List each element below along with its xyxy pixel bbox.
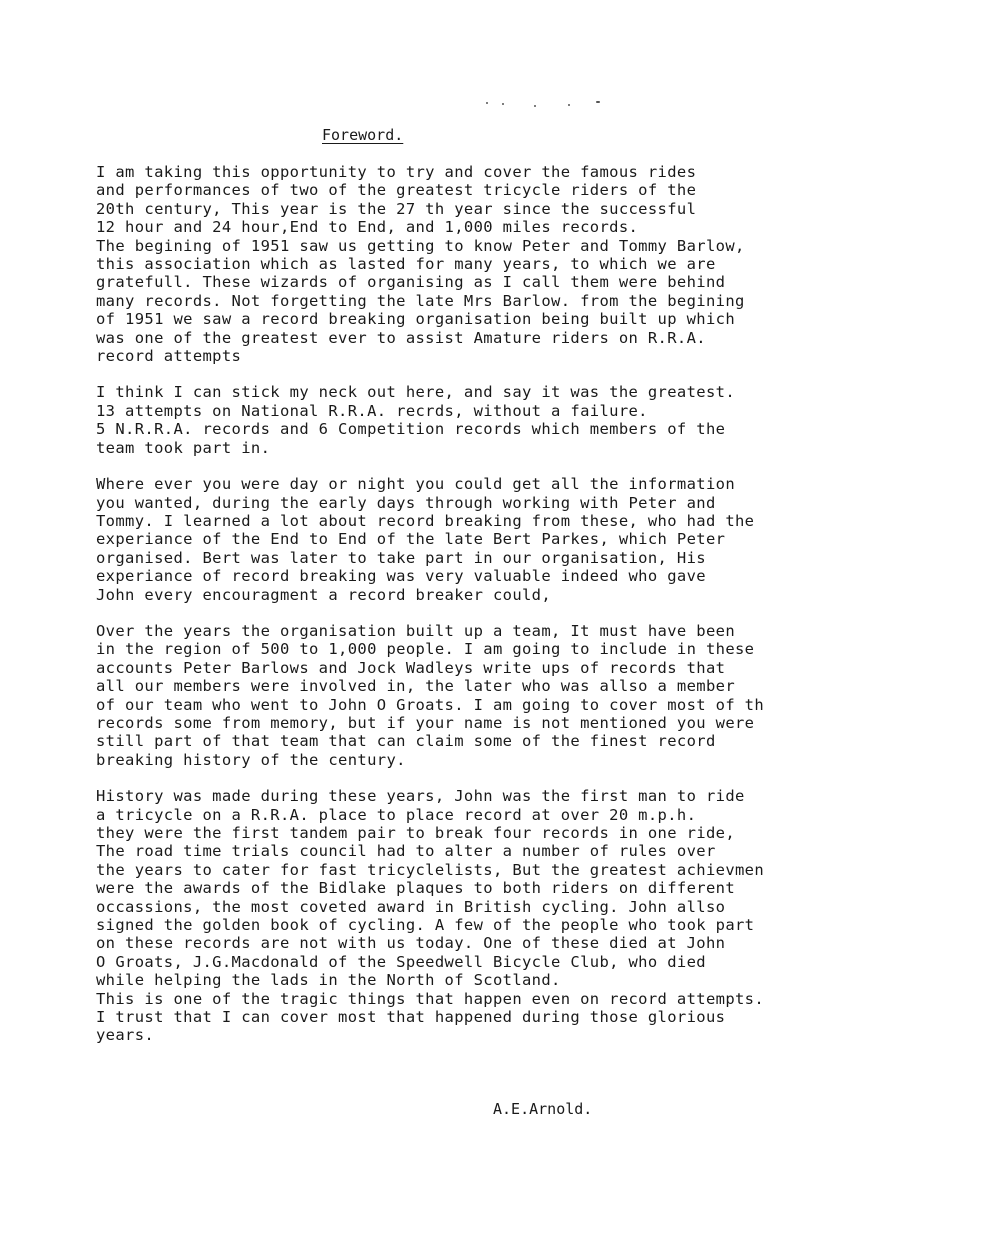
text-line: I think I can stick my neck out here, and say it was the greatest.: [96, 383, 735, 402]
text-line: experiance of the End to End of the late Bert Parkes, which Peter: [96, 530, 726, 549]
text-line: records some from memory, but if your name is not mentioned you were: [96, 713, 755, 732]
text-line: many records. Not forgetting the late Mrs Barlow. from the begining: [96, 291, 745, 310]
scan-speck: [568, 104, 570, 106]
text-line: of 1951 we saw a record breaking organisation being built up which: [96, 310, 735, 329]
text-line: Over the years the organisation built up a team, It must have been: [96, 621, 735, 640]
text-line: you wanted, during the early days through working with Peter and: [96, 493, 716, 512]
text-line: a tricycle on a R.R.A. place to place record at over 20 m.p.h.: [96, 805, 697, 824]
text-line: Tommy. I learned a lot about record breaking from these, who had the: [96, 511, 755, 530]
author-signature: A.E.Arnold.: [493, 1100, 593, 1118]
text-line: 13 attempts on National R.R.A. recrds, without a failure.: [96, 401, 648, 420]
text-line: and performances of two of the greatest tricycle riders of the: [96, 181, 697, 200]
text-line: of our team who went to John O Groats. I am going to cover most of th: [96, 695, 765, 714]
paragraph: [96, 163, 876, 365]
text-line: on these records are not with us today. One of these died at John: [96, 934, 726, 953]
text-line: occassions, the most coveted award in British cycling. John allso: [96, 897, 726, 916]
text-line: team took part in.: [96, 438, 271, 457]
text-line: breaking history of the century.: [96, 750, 406, 769]
text-line: signed the golden book of cycling. A few of the people who took part: [96, 916, 755, 935]
text-line: 12 hour and 24 hour,End to End, and 1,000 miles records.: [96, 218, 639, 237]
text-line: This is one of the tragic things that happen even on record attempts.: [96, 989, 765, 1008]
text-line: they were the first tandem pair to break four records in one ride,: [96, 824, 735, 842]
text-line: the years to cater for fast tricyclelists, But the greatest achievmen: [96, 860, 765, 879]
text-line: still part of that team that can claim some of the finest record: [96, 732, 716, 751]
text-line: Where ever you were day or night you could get all the information: [96, 475, 735, 494]
paragraph: [96, 622, 876, 769]
text-line: John every encouragment a record breaker could,: [96, 585, 552, 604]
text-line: was one of the greatest ever to assist Amature riders on R.R.A.: [96, 328, 706, 347]
scan-speck: [486, 102, 488, 104]
text-line: History was made during these years, John was the first man to ride: [96, 787, 745, 806]
scan-speck: [502, 103, 504, 105]
text-line: were the awards of the Bidlake plaques to both riders on different: [96, 879, 735, 898]
text-line: experiance of record breaking was very valuable indeed who gave: [96, 567, 706, 586]
text-line: all our members were involved in, the later who was allso a member: [96, 677, 735, 696]
text-line: 5 N.R.R.A. records and 6 Competition records which members of the: [96, 420, 726, 439]
text-line: I trust that I can cover most that happened during those glorious: [96, 1008, 726, 1027]
paragraph: [96, 383, 876, 457]
text-line: years.: [96, 1026, 155, 1045]
text-line: O Groats, J.G.Macdonald of the Speedwell Bicycle Club, who died: [96, 952, 706, 971]
text-line: this association which as lasted for many years, to which we are: [96, 255, 716, 274]
text-line: record attempts: [96, 347, 242, 366]
document-body: [96, 163, 876, 1063]
text-line: in the region of 500 to 1,000 people. I am going to include in these: [96, 640, 755, 659]
text-line: The begining of 1951 saw us getting to know Peter and Tommy Barlow,: [96, 236, 745, 255]
document-title: Foreword.: [322, 126, 404, 144]
text-line: The road time trials council had to alter a number of rules over: [96, 842, 716, 861]
paragraph: [96, 787, 876, 1045]
text-line: gratefull. These wizards of organising as I call them were behind: [96, 273, 726, 292]
scan-specks: [480, 98, 610, 112]
paragraph: [96, 475, 876, 604]
text-line: 20th century, This year is the 27 th year since the successful: [96, 199, 697, 218]
text-line: organised. Bert was later to take part in our organisation, His: [96, 548, 706, 567]
text-line: while helping the lads in the North of Scotland.: [96, 971, 561, 990]
text-line: accounts Peter Barlows and Jock Wadleys write ups of records that: [96, 658, 726, 677]
scan-speck: [534, 105, 536, 107]
scan-speck: [596, 101, 600, 103]
text-line: I am taking this opportunity to try and cover the famous rides: [96, 163, 697, 181]
